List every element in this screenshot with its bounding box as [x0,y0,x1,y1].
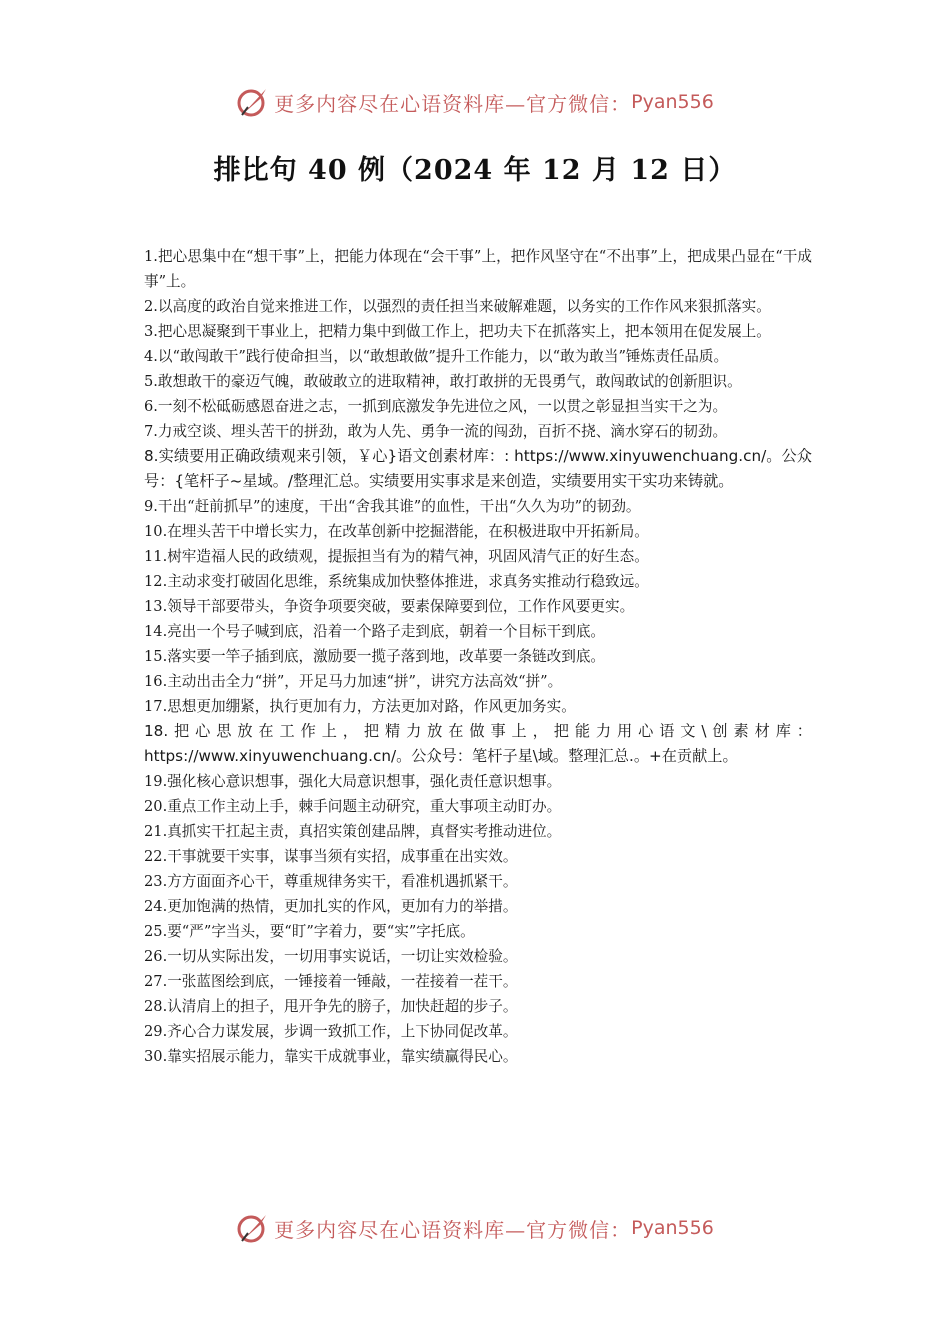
list-item: 19.强化核心意识想事，强化大局意识想事，强化责任意识想事。 [144,773,562,790]
quill-pen-logo-icon [236,85,270,119]
list-item: 10.在埋头苦干中增长实力，在改革创新中挖掘潜能，在积极进取中开拓新局。 [144,523,649,540]
list-item: 18.把心思放在工作上，把精力放在做事上，把能力用心语文\创素材库：https://www.xinyuwenchuang.cn/。公众号：笔杆子星\域。整理汇总.。+在贡献上。 [144,722,812,765]
list-item: 27.一张蓝图绘到底，一锤接着一锤敲，一茬接着一茬干。 [144,973,518,990]
list-item: 20.重点工作主动上手，棘手问题主动研究，重大事项主动盯办。 [144,798,562,815]
list-item: 12.主动求变打破固化思维，系统集成加快整体推进，求真务实推动行稳致远。 [144,573,649,590]
list-item: 25.要“严”字当头，要“盯”字着力，要“实”字托底。 [144,923,475,940]
list-item: 5.敢想敢干的豪迈气魄，敢破敢立的进取精神，敢打敢拼的无畏勇气，敢闯敢试的创新胆识。 [144,373,742,390]
header-banner [0,82,950,122]
list-item: 3.把心思凝聚到干事业上，把精力集中到做工作上，把功夫下在抓落实上，把本领用在促发展上。 [144,323,771,340]
list-item: 26.一切从实际出发，一切用事实说话，一切让实效检验。 [144,948,518,965]
list-item: 16.主动出击全力“拼”，开足马力加速“拼”，讲究方法高效“拼”。 [144,673,563,690]
list-item: 8.实绩要用正确政绩观来引领，￥心}语文创素材库：: https://www.xinyuwenchuang.cn/。公众号：{笔杆子~星域。/整理汇总。实绩要用实事求是来创造，实绩要用实干实功来铸就。 [144,447,812,490]
list-item: 11.树牢造福人民的政绩观，提振担当有为的精气神，巩固风清气正的好生态。 [144,548,649,565]
footer-banner [0,1208,950,1248]
list-item: 4.以“敢闯敢干”践行使命担当，以“敢想敢做”提升工作能力，以“敢为敢当”锤炼责任品质。 [144,348,729,365]
list-item: 21.真抓实干扛起主责，真招实策创建品牌，真督实考推动进位。 [144,823,562,840]
list-item: 7.力戒空谈、埋头苦干的拼劲，敢为人先、勇争一流的闯劲，百折不挠、滴水穿石的韧劲。 [144,423,728,440]
list-item: 15.落实要一竿子插到底，激励要一揽子落到地，改革要一条链改到底。 [144,648,606,665]
list-item: 2.以高度的政治自觉来推进工作，以强烈的责任担当来破解难题，以务实的工作作风来狠抓落实。 [144,298,771,315]
list-item: 23.方方面面齐心干，尊重规律务实干，看准机遇抓紧干。 [144,873,518,890]
list-item: 6.一刻不松砥砺感恩奋进之志，一抓到底激发争先进位之风，一以贯之彰显担当实干之为。 [144,398,728,415]
list-item: 24.更加饱满的热情，更加扎实的作风，更加有力的举措。 [144,898,518,915]
list-item: 9.干出“赶前抓早”的速度，干出“舍我其谁”的血性，干出“久久为功”的韧劲。 [144,498,641,515]
banner-text: 更多内容尽在心语资料库—官方微信： [274,1217,632,1242]
list-item: 13.领导干部要带头，争资争项要突破，要素保障要到位，工作作风要更实。 [144,598,635,615]
banner-text: 更多内容尽在心语资料库—官方微信： [274,91,632,116]
list-item: 28.认清肩上的担子，甩开争先的膀子，加快赶超的步子。 [144,998,518,1015]
list-item: 17.思想更加绷紧，执行更加有力，方法更加对路，作风更加务实。 [144,698,576,715]
list-item: 14.亮出一个号子喊到底，沿着一个路子走到底，朝着一个目标干到底。 [144,623,606,640]
list-item: 29.齐心合力谋发展，步调一致抓工作，上下协同促改革。 [144,1023,518,1040]
quill-pen-logo-icon [236,1211,270,1245]
banner-wechat-id: Pyan556 [631,1217,714,1239]
list-item: 30.靠实招展示能力，靠实干成就事业，靠实绩赢得民心。 [144,1048,518,1065]
document-title: 排比句 40 例（2024 年 12 月 12 日） [213,155,737,186]
banner-wechat-id: Pyan556 [631,91,714,113]
document-body [144,244,812,1069]
list-item: 1.把心思集中在“想干事”上，把能力体现在“会干事”上，把作风坚守在“不出事”上，把成果凸显在“干成事”上。 [144,248,812,290]
list-item: 22.干事就要干实事，谋事当须有实招，成事重在出实效。 [144,848,518,865]
